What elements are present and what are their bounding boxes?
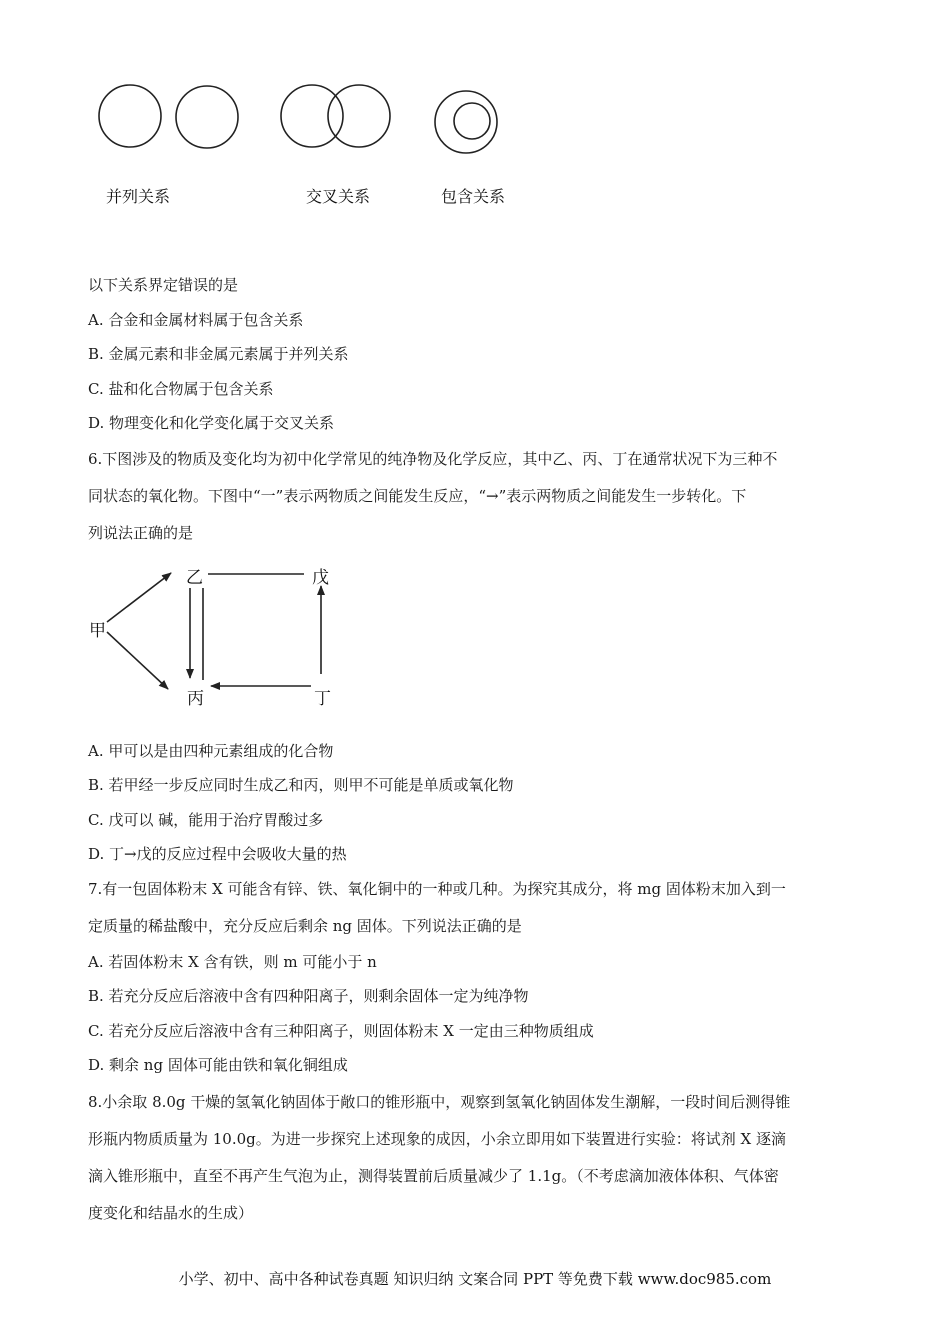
q8-stem-line-3: 滴入锥形瓶中，直至不再产生气泡为止，测得装置前后质量减少了 1.1g。（不考虑滴加液体体积、气体密 bbox=[88, 1167, 779, 1185]
q6-option-d: D. 丁→戊的反应过程中会吸收大量的热 bbox=[88, 845, 347, 863]
q6-option-b: B. 若甲经一步反应同时生成乙和丙，则甲不可能是单质或氧化物 bbox=[88, 776, 514, 794]
q8-stem-line-2: 形瓶内物质质量为 10.0g。为进一步探究上述现象的成因，小余立即用如下装置进行实验：将试剂 X 逐滴 bbox=[88, 1130, 786, 1148]
node-wu: 戊 bbox=[312, 568, 329, 588]
arrow-jia-to-bing bbox=[107, 632, 168, 689]
q5-option-b: B. 金属元素和非金属元素属于并列关系 bbox=[88, 345, 349, 363]
q8-stem-line-4: 度变化和结晶水的生成） bbox=[88, 1204, 254, 1222]
q7-stem-line-1: 7.有一包固体粉末 X 可能含有锌、铁、氧化铜中的一种或几种。为探究其成分，将 mg 固体粉末加入到一 bbox=[88, 880, 786, 898]
q5-option-d: D. 物理变化和化学变化属于交叉关系 bbox=[88, 414, 335, 432]
q6-stem-line-3: 列说法正确的是 bbox=[88, 524, 194, 542]
q5-option-a: A. 合金和金属材料属于包含关系 bbox=[88, 311, 304, 329]
q6-stem-line-1: 6.下图涉及的物质及变化均为初中化学常见的纯净物及化学反应，其中乙、丙、丁在通常状况下为三种不 bbox=[88, 450, 778, 468]
q6-stem-line-2: 同状态的氧化物。下图中“一”表示两物质之间能发生反应，“→”表示两物质之间能发生一步转化。下 bbox=[88, 487, 747, 505]
caption-contain: 包含关系 bbox=[441, 187, 506, 206]
caption-parallel: 并列关系 bbox=[106, 187, 171, 206]
q7-option-c: C. 若充分反应后溶液中含有三种阳离子，则固体粉末 X 一定由三种物质组成 bbox=[88, 1022, 594, 1040]
q6-option-a: A. 甲可以是由四种元素组成的化合物 bbox=[88, 742, 334, 760]
q7-option-a: A. 若固体粉末 X 含有铁，则 m 可能小于 n bbox=[88, 953, 377, 971]
arrow-jia-to-yi bbox=[107, 573, 171, 622]
q6-option-c: C. 戊可以 碱，能用于治疗胃酸过多 bbox=[88, 811, 324, 829]
q5-option-c: C. 盐和化合物属于包含关系 bbox=[88, 380, 274, 398]
node-yi: 乙 bbox=[186, 568, 203, 588]
q7-option-d: D. 剩余 ng 固体可能由铁和氧化铜组成 bbox=[88, 1056, 348, 1074]
q7-stem-line-2: 定质量的稀盐酸中，充分反应后剩余 ng 固体。下列说法正确的是 bbox=[88, 917, 522, 935]
node-jia: 甲 bbox=[89, 621, 106, 641]
page-footer: 小学、初中、高中各种试卷真题 知识归纳 文案合同 PPT 等免费下载 www.doc985.com bbox=[178, 1270, 772, 1288]
q8-stem-line-1: 8.小余取 8.0g 干燥的氢氧化钠固体于敞口的锥形瓶中，观察到氢氧化钠固体发生潮解，一段时间后测得锥 bbox=[88, 1093, 791, 1111]
node-bing: 丙 bbox=[187, 689, 204, 709]
node-ding: 丁 bbox=[314, 689, 331, 709]
q7-option-b: B. 若充分反应后溶液中含有四种阳离子，则剩余固体一定为纯净物 bbox=[88, 987, 529, 1005]
caption-intersect: 交叉关系 bbox=[306, 187, 371, 206]
q5-stem: 以下关系界定错误的是 bbox=[88, 276, 239, 294]
